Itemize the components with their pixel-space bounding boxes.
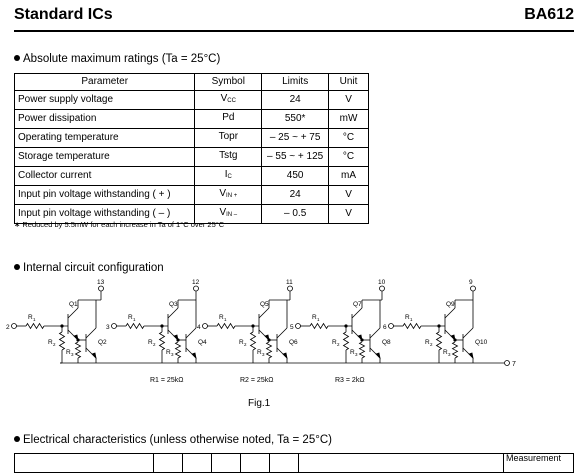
r2-label: R (48, 339, 53, 346)
r1-label: R (405, 314, 410, 321)
r3-sub-label: 3 (171, 352, 174, 357)
r1-sub-label: 1 (133, 317, 136, 322)
output-pin-label: 13 (97, 279, 105, 286)
bullet-icon (14, 55, 20, 61)
ratings-title: Absolute maximum ratings (Ta = 25°C) (23, 53, 221, 65)
ratings-row (15, 186, 369, 205)
col-parameter: Parameter (15, 74, 195, 91)
symbol-main: V (220, 93, 228, 104)
symbol-main: Topr (218, 131, 239, 142)
ratings-row (15, 148, 369, 167)
r3-sub-label: 3 (448, 352, 451, 357)
r1-sub-label: 1 (224, 317, 227, 322)
r2-sub-label: 2 (153, 342, 156, 347)
q-odd-label: Q5 (260, 301, 269, 308)
r1-label: R (312, 314, 317, 321)
r2-label: R (239, 339, 244, 346)
r3-sub-label: 3 (262, 352, 265, 357)
r1-label: R (28, 314, 33, 321)
symbol-cell (195, 110, 262, 129)
limits-cell: – 25 ~ + 75 (262, 129, 329, 148)
unit-cell: V (329, 205, 369, 224)
r1-value: R1 = 25kΩ (150, 377, 184, 384)
symbol-cell (195, 148, 262, 167)
limits-cell: – 55 ~ + 125 (262, 148, 329, 167)
ratings-row (15, 110, 369, 129)
ratings-footnote: ∗ Reduced by 5.5mW for each increase in Ta of 1°C over 25°C (14, 220, 225, 229)
r3-label: R (166, 349, 171, 356)
limits-cell: 450 (262, 167, 329, 186)
output-pin-label: 11 (286, 279, 293, 286)
limits-cell: 550* (262, 110, 329, 129)
parameter-cell: Input pin voltage withstanding ( + ) (15, 186, 195, 205)
ratings-header-row (15, 74, 369, 91)
r2-label: R (332, 339, 337, 346)
symbol-main: V (219, 188, 227, 199)
col-limits: Limits (262, 74, 329, 91)
q-odd-label: Q3 (169, 301, 178, 308)
symbol-main: Tstg (219, 150, 238, 161)
q-odd-label: Q7 (353, 301, 362, 308)
absolute-max-ratings-table (14, 73, 369, 224)
pin-7-terminal (505, 361, 510, 366)
elec-header-row (15, 454, 574, 473)
r2-sub-label: 2 (337, 342, 340, 347)
unit-cell: °C (329, 148, 369, 167)
figure-label: Fig.1 (248, 398, 271, 409)
r1-sub-label: 1 (33, 317, 36, 322)
symbol-main: I (224, 169, 228, 180)
limits-cell: – 0.5 (262, 205, 329, 224)
symbol-subscript: C (227, 174, 232, 180)
parameter-cell: Power dissipation (15, 110, 195, 129)
internal-circuit-diagram (0, 278, 587, 393)
circuit-title: Internal circuit configuration (23, 262, 164, 274)
r2-sub-label: 2 (244, 342, 247, 347)
symbol-subscript: IN – (226, 212, 238, 218)
r1-sub-label: 1 (410, 317, 413, 322)
parameter-cell: Input pin voltage withstanding ( – ) (15, 205, 195, 224)
unit-cell: V (329, 186, 369, 205)
parameter-cell: Power supply voltage (15, 91, 195, 110)
parameter-cell: Storage temperature (15, 148, 195, 167)
r1-label: R (219, 314, 224, 321)
unit-cell: mW (329, 110, 369, 129)
input-pin-label: 3 (106, 324, 110, 331)
ratings-row (15, 91, 369, 110)
q-odd-label: Q1 (69, 301, 78, 308)
symbol-subscript: CC (227, 98, 236, 104)
parameter-cell: Collector current (15, 167, 195, 186)
symbol-cell (195, 91, 262, 110)
r3-sub-label: 3 (355, 352, 358, 357)
unit-cell: V (329, 91, 369, 110)
input-pin-label: 4 (197, 324, 201, 331)
electrical-title: Electrical characteristics (unless otherwise noted, Ta = 25°C) (23, 434, 332, 446)
q-even-label: Q8 (382, 339, 391, 346)
r2-label: R (425, 339, 430, 346)
ratings-row (15, 167, 369, 186)
q-odd-label: Q9 (446, 301, 455, 308)
series-title: Standard ICs (14, 6, 113, 23)
q-even-label: Q2 (98, 339, 107, 346)
part-number: BA612 (524, 6, 574, 23)
col-unit: Unit (329, 74, 369, 91)
output-pin-label: 12 (192, 279, 200, 286)
symbol-main: V (219, 207, 227, 218)
output-pin-label: 9 (469, 279, 473, 286)
limits-cell: 24 (262, 186, 329, 205)
measurement-column-header: Measurement (506, 454, 562, 463)
input-pin-label: 5 (290, 324, 294, 331)
circuit-heading (14, 262, 164, 274)
r1-sub-label: 1 (317, 317, 320, 322)
q-even-label: Q4 (198, 339, 207, 346)
symbol-cell (195, 186, 262, 205)
output-pin-label: 10 (378, 279, 386, 286)
col-symbol: Symbol (195, 74, 262, 91)
r3-label: R (350, 349, 355, 356)
r3-label: R (443, 349, 448, 356)
electrical-heading (14, 434, 332, 446)
unit-cell: °C (329, 129, 369, 148)
parameter-cell: Operating temperature (15, 129, 195, 148)
input-pin-label: 6 (383, 324, 387, 331)
input-pin-label: 2 (6, 324, 10, 331)
pin-7-label: 7 (512, 361, 516, 368)
symbol-subscript: IN + (226, 193, 238, 199)
bullet-icon (14, 436, 20, 442)
r3-label: R (257, 349, 262, 356)
symbol-cell (195, 167, 262, 186)
limits-cell: 24 (262, 91, 329, 110)
unit-cell: mA (329, 167, 369, 186)
ratings-heading (14, 53, 220, 65)
r2-sub-label: 2 (53, 342, 56, 347)
symbol-main: Pd (222, 112, 235, 123)
q-even-label: Q10 (475, 339, 488, 346)
r3-label: R (66, 349, 71, 356)
electrical-characteristics-table (14, 453, 574, 473)
r2-sub-label: 2 (430, 342, 433, 347)
ratings-row (15, 129, 369, 148)
r3-sub-label: 3 (71, 352, 74, 357)
r3-value: R3 = 2kΩ (335, 377, 365, 384)
r2-label: R (148, 339, 153, 346)
r1-label: R (128, 314, 133, 321)
header-rule (14, 30, 574, 32)
bullet-icon (14, 264, 20, 270)
symbol-cell (195, 129, 262, 148)
q-even-label: Q6 (289, 339, 298, 346)
r2-value: R2 = 25kΩ (240, 377, 274, 384)
page-header (14, 0, 574, 30)
